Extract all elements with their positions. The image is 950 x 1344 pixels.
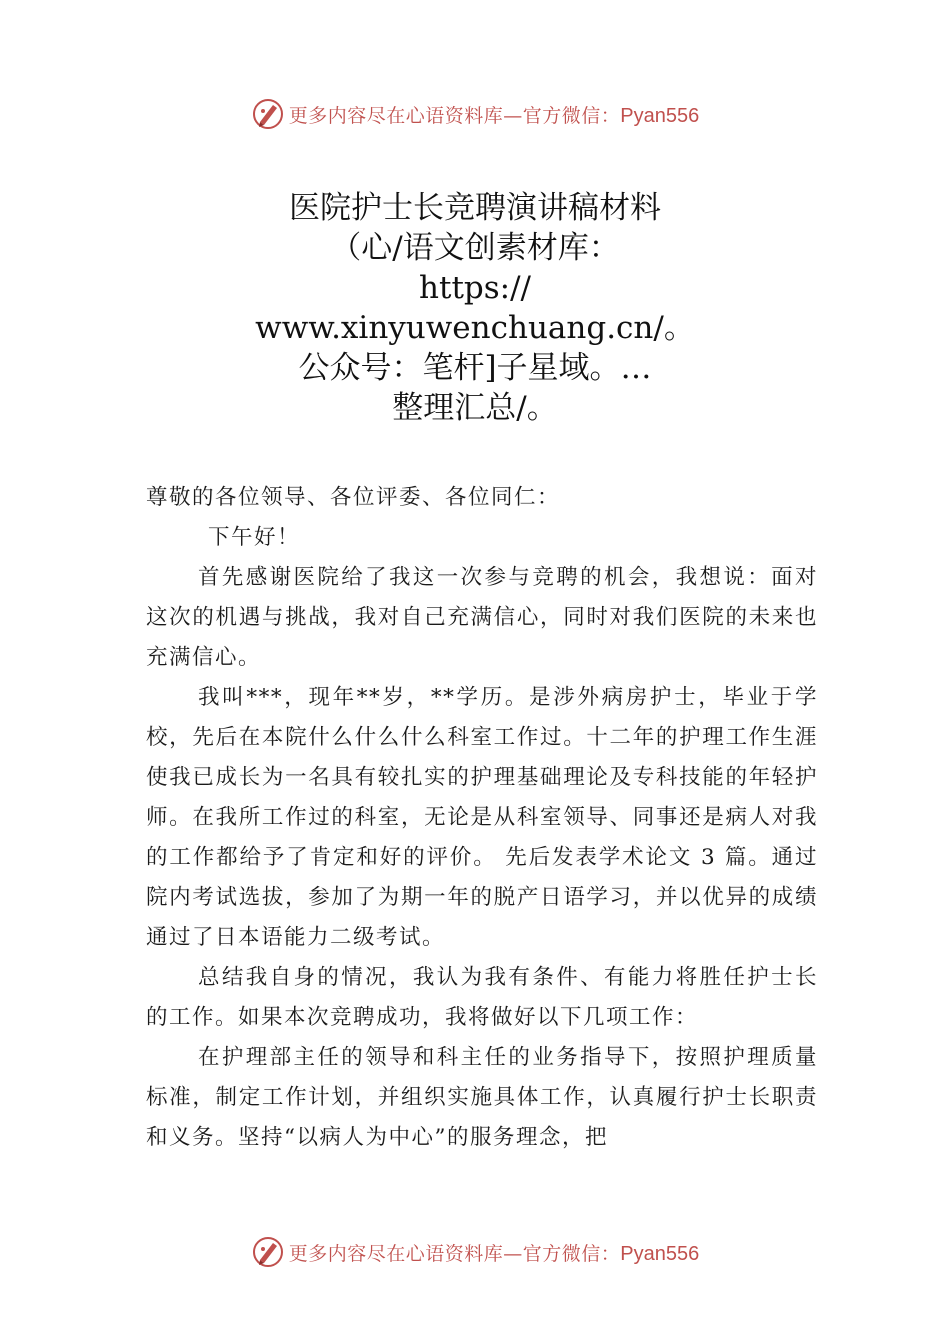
banner-text: 更多内容尽在心语资料库—官方微信：Pyan556 bbox=[288, 1242, 700, 1265]
title-line: 整理汇总/。 bbox=[392, 390, 558, 426]
paragraph: 总结我自身的情况，我认为我有条件、有能力将胜任护士长的工作。如果本次竞聘成功，我将做好以下几项工作： bbox=[146, 965, 818, 1030]
wechat-handle: Pyan556 bbox=[620, 1242, 700, 1265]
paragraph: 我叫***，现年**岁，**学历。是涉外病房护士，毕业于学校，先后在本院什么什么什么科室工作过。十二年的护理工作生涯使我已成长为一名具有较扎实的护理基础理论及专科技能的年轻护师。在我所工作过的科室，无论是从科室领导、同事还是病人对我的工作都给予了肯定和好的评价。 先后发表学术论文 3 篇。通过院内考试选拔，参加了为期一年的脱产日语学习，并以优异的成绩通过了日本语能力二级考试。 bbox=[146, 685, 818, 950]
wechat-handle: Pyan556 bbox=[620, 104, 700, 127]
speech-body bbox=[146, 478, 818, 1158]
title-line: （心/语文创素材库： bbox=[330, 230, 620, 266]
quill-pen-seal-icon bbox=[251, 1235, 285, 1269]
title-line: 医院护士长竞聘演讲稿材料 bbox=[289, 190, 661, 226]
title-line: www.xinyuwenchuang.cn/。 bbox=[255, 310, 695, 346]
title-line: 公众号：笔杆]子星域。… bbox=[298, 350, 652, 386]
greeting: 尊敬的各位领导、各位评委、各位同仁： bbox=[146, 485, 561, 510]
paragraph: 首先感谢医院给了我这一次参与竞聘的机会，我想说：面对这次的机遇与挑战，我对自己充满信心，同时对我们医院的未来也充满信心。 bbox=[146, 565, 818, 670]
title-line: https:// bbox=[419, 270, 531, 306]
document-title bbox=[0, 188, 950, 428]
salutation: 下午好！ bbox=[208, 525, 301, 550]
paragraph: 在护理部主任的领导和科主任的业务指导下，按照护理质量标准，制定工作计划，并组织实施具体工作，认真履行护士长职责和义务。坚持“以病人为中心”的服务理念，把 bbox=[146, 1045, 818, 1150]
footer-banner bbox=[0, 1232, 950, 1272]
quill-pen-seal-icon bbox=[251, 97, 285, 131]
header-banner bbox=[0, 94, 950, 134]
banner-text: 更多内容尽在心语资料库—官方微信：Pyan556 bbox=[288, 104, 700, 127]
